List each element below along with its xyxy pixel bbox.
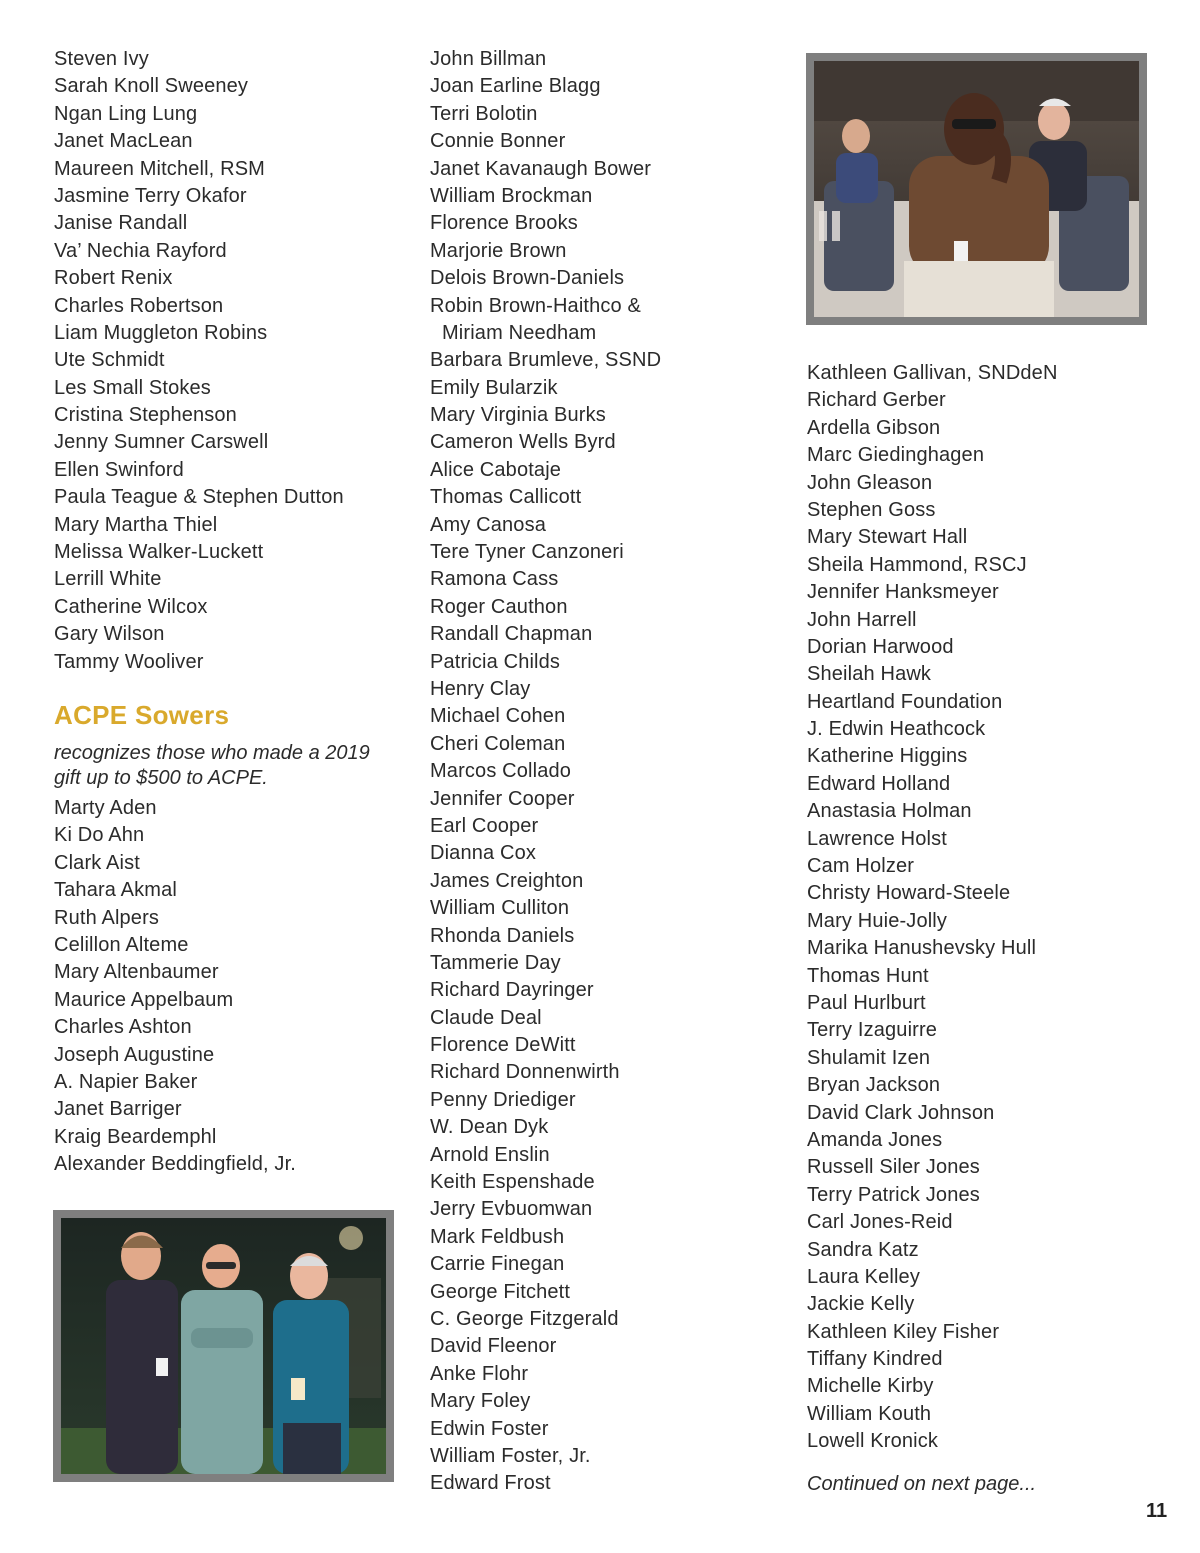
donor-name: Anastasia Holman: [807, 800, 972, 823]
donor-name: David Clark Johnson: [807, 1101, 995, 1124]
donor-name: Roger Cauthon: [430, 595, 568, 618]
donor-name: Alice Cabotaje: [430, 458, 562, 481]
donor-name: John Gleason: [807, 471, 933, 494]
page-number: 11: [1146, 1500, 1168, 1522]
donor-name: William Culliton: [430, 897, 570, 920]
donor-name: Marika Hanushevsky Hull: [807, 937, 1037, 960]
donor-name: Amy Canosa: [430, 513, 546, 536]
donor-name: Russell Siler Jones: [807, 1156, 980, 1179]
donor-name: Marc Giedinghagen: [807, 444, 985, 467]
donor-name: Laura Kelley: [807, 1265, 920, 1288]
donor-name: Randall Chapman: [430, 623, 593, 646]
donor-name: A. Napier Baker: [54, 1070, 198, 1093]
donor-name: Mary Stewart Hall: [807, 526, 968, 549]
donor-name: Janet Kavanaugh Bower: [430, 157, 652, 180]
donor-list-right: [807, 360, 1058, 1456]
donor-name: Sarah Knoll Sweeney: [54, 75, 249, 98]
donor-name: John Billman: [430, 48, 547, 70]
donor-name: Lawrence Holst: [807, 827, 947, 850]
donor-name: Joan Earline Blagg: [430, 75, 601, 98]
donor-name: Barbara Brumleve, SSND: [430, 349, 662, 372]
donor-name: William Foster, Jr.: [430, 1444, 591, 1467]
donor-name: Va’ Nechia Rayford: [54, 239, 227, 262]
donor-name: Michael Cohen: [430, 705, 566, 728]
donor-name: Tiffany Kindred: [807, 1348, 943, 1371]
donor-name: Bryan Jackson: [807, 1074, 941, 1097]
donor-name: Jackie Kelly: [807, 1293, 915, 1316]
event-photo-seated-attendees: [806, 53, 1147, 325]
donor-name: Richard Dayringer: [430, 979, 594, 1002]
donor-name: Janise Randall: [54, 212, 188, 235]
donor-name: Joseph Augustine: [54, 1043, 215, 1066]
donor-name: Janet MacLean: [54, 130, 193, 153]
donor-name: Marty Aden: [54, 797, 157, 819]
donor-name: Keith Espenshade: [430, 1171, 595, 1194]
donor-name: Emily Bularzik: [430, 376, 558, 399]
donor-name: Robin Brown-Haithco &: [430, 294, 642, 317]
donor-name: Thomas Callicott: [430, 486, 582, 509]
donor-name: Ellen Swinford: [54, 458, 184, 481]
donor-name: Connie Bonner: [430, 130, 566, 153]
donor-name: Ngan Ling Lung: [54, 102, 198, 125]
donor-name: Edwin Foster: [430, 1417, 549, 1440]
donor-name: Paula Teague & Stephen Dutton: [54, 486, 344, 509]
donor-name: Stephen Goss: [807, 498, 936, 521]
donor-name: Dianna Cox: [430, 842, 537, 865]
donor-name: Cheri Coleman: [430, 732, 566, 755]
section-heading-sowers: ACPE Sowers: [54, 700, 230, 730]
donor-name: Tammy Wooliver: [54, 650, 204, 673]
donor-name: Mark Feldbush: [430, 1225, 565, 1248]
donor-name: Henry Clay: [430, 677, 531, 700]
donor-name: Clark Aist: [54, 851, 140, 874]
donor-name: Terri Bolotin: [430, 102, 538, 125]
donor-name: Maureen Mitchell, RSM: [54, 157, 265, 180]
donor-name: George Fitchett: [430, 1280, 571, 1303]
donor-name: Robert Renix: [54, 267, 173, 290]
donor-name: Dorian Harwood: [807, 635, 954, 658]
donor-list-sowers: [54, 795, 296, 1178]
donor-name: Sheilah Hawk: [807, 663, 932, 686]
donor-name: Michelle Kirby: [807, 1375, 934, 1398]
donor-name: Heartland Foundation: [807, 690, 1003, 713]
donor-name: Miriam Needham: [442, 321, 597, 344]
donor-list-top: [54, 46, 344, 676]
donor-name: Edward Holland: [807, 772, 951, 795]
donor-name: John Harrell: [807, 608, 917, 631]
donor-name: Arnold Enslin: [430, 1143, 550, 1166]
donor-name: Cristina Stephenson: [54, 404, 237, 427]
donor-name: Carl Jones-Reid: [807, 1211, 953, 1234]
donor-name: Rhonda Daniels: [430, 924, 575, 947]
donor-name: Carrie Finegan: [430, 1253, 565, 1276]
donor-name: Richard Donnenwirth: [430, 1061, 620, 1084]
donor-name: Jennifer Hanksmeyer: [807, 581, 999, 604]
donor-name: Lowell Kronick: [807, 1430, 939, 1453]
donor-name: Kathleen Kiley Fisher: [807, 1320, 1000, 1343]
donor-name: David Fleenor: [430, 1335, 557, 1358]
donor-name: Ardella Gibson: [807, 416, 941, 439]
donor-name: Tahara Akmal: [54, 879, 177, 902]
donor-name: Cam Holzer: [807, 855, 915, 878]
donor-name: Paul Hurlburt: [807, 991, 926, 1014]
donor-name: C. George Fitzgerald: [430, 1307, 619, 1330]
event-photo-three-men: [53, 1210, 394, 1482]
donor-name: Charles Robertson: [54, 294, 224, 317]
donor-name: William Brockman: [430, 184, 593, 207]
donor-name: Maurice Appelbaum: [54, 988, 234, 1011]
donor-name: Gary Wilson: [54, 623, 165, 646]
donor-name: Mary Foley: [430, 1390, 531, 1413]
donor-name: Shulamit Izen: [807, 1046, 931, 1069]
donor-name: Terry Izaguirre: [807, 1019, 938, 1042]
donor-name: Penny Driediger: [430, 1088, 576, 1111]
donor-name: Alexander Beddingfield, Jr.: [54, 1153, 296, 1176]
donor-name: Terry Patrick Jones: [807, 1183, 980, 1206]
donor-name: Marjorie Brown: [430, 239, 567, 262]
donor-name: Celillon Alteme: [54, 933, 189, 956]
donor-name: Tammerie Day: [430, 951, 561, 974]
donor-name: Ruth Alpers: [54, 906, 160, 929]
photo-seated-attendees-image: [814, 61, 1139, 317]
continued-note: Continued on next page...: [807, 1473, 1037, 1495]
donor-name: Mary Altenbaumer: [54, 961, 219, 984]
donor-name: Ramona Cass: [430, 568, 559, 591]
donor-name: Kraig Beardemphl: [54, 1125, 217, 1148]
donor-name: Patricia Childs: [430, 650, 561, 673]
donor-name: Florence DeWitt: [430, 1034, 576, 1057]
donor-name: Marcos Collado: [430, 760, 572, 783]
donor-name: Melissa Walker-Luckett: [54, 541, 264, 564]
donor-name: Richard Gerber: [807, 389, 946, 412]
donor-name: William Kouth: [807, 1402, 932, 1425]
donor-name: Jenny Sumner Carswell: [54, 431, 269, 454]
donor-name: Anke Flohr: [430, 1362, 529, 1385]
donor-name: Mary Huie-Jolly: [807, 909, 948, 932]
donor-name: James Creighton: [430, 869, 584, 892]
donor-name: Thomas Hunt: [807, 964, 929, 987]
donor-name: W. Dean Dyk: [430, 1116, 549, 1139]
donor-name: Ki Do Ahn: [54, 824, 145, 847]
donor-name: Mary Virginia Burks: [430, 404, 606, 427]
donor-name: Les Small Stokes: [54, 376, 211, 399]
donor-name: Amanda Jones: [807, 1128, 943, 1151]
donor-name: Cameron Wells Byrd: [430, 431, 616, 454]
photo-three-men-image: [61, 1218, 386, 1474]
donor-name: Kathleen Gallivan, SNDdeN: [807, 362, 1058, 384]
section-subtitle-sowers: recognizes those who made a 2019 gift up to $500 to ACPE.: [54, 742, 370, 789]
donor-name: Ute Schmidt: [54, 349, 165, 372]
donor-name: Florence Brooks: [430, 212, 578, 235]
donor-name: Edward Frost: [430, 1472, 551, 1495]
donor-name: Sandra Katz: [807, 1238, 919, 1261]
donor-name: Claude Deal: [430, 1006, 542, 1029]
donor-name: Charles Ashton: [54, 1016, 192, 1039]
donor-name: Delois Brown-Daniels: [430, 267, 625, 290]
donor-name: Jasmine Terry Okafor: [54, 184, 247, 207]
donor-name: Janet Barriger: [54, 1098, 182, 1121]
donor-name: Lerrill White: [54, 568, 162, 591]
donor-name: Earl Cooper: [430, 814, 539, 837]
donor-name: Christy Howard-Steele: [807, 882, 1011, 905]
donor-name: Liam Muggleton Robins: [54, 321, 268, 344]
donor-name: Jennifer Cooper: [430, 787, 575, 810]
donor-list-middle: [430, 46, 661, 1498]
donor-name: Tere Tyner Canzoneri: [430, 541, 624, 564]
donor-name: J. Edwin Heathcock: [807, 718, 986, 741]
donor-name: Sheila Hammond, RSCJ: [807, 553, 1027, 576]
donor-name: Jerry Evbuomwan: [430, 1198, 593, 1221]
donor-name: Steven Ivy: [54, 48, 149, 70]
donor-name: Mary Martha Thiel: [54, 513, 218, 536]
donor-name: Katherine Higgins: [807, 745, 968, 768]
donor-name: Catherine Wilcox: [54, 595, 208, 618]
